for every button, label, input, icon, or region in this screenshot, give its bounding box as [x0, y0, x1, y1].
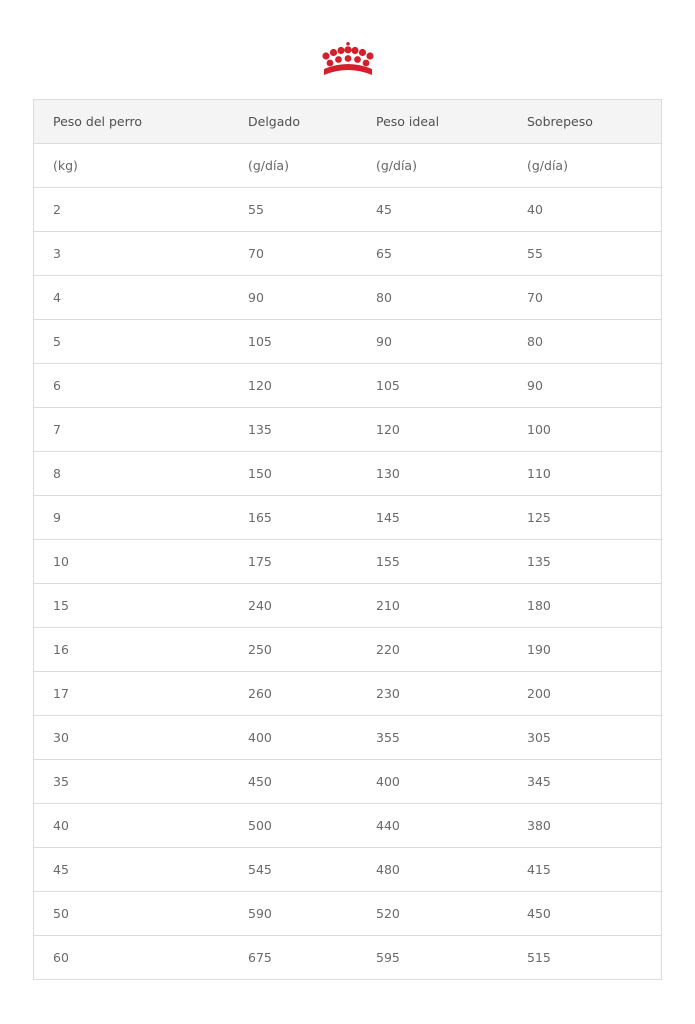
cell-overweight: 80 — [508, 320, 661, 364]
cell-dog-weight: 10 — [34, 540, 229, 584]
cell-dog-weight: 40 — [34, 804, 229, 848]
cell-ideal-weight: 120 — [357, 408, 508, 452]
cell-dog-weight: 5 — [34, 320, 229, 364]
cell-dog-weight: 4 — [34, 276, 229, 320]
cell-dog-weight: 50 — [34, 892, 229, 936]
units-row — [34, 144, 661, 188]
feeding-table — [34, 100, 661, 979]
cell-dog-weight: 15 — [34, 584, 229, 628]
cell-dog-weight: 30 — [34, 716, 229, 760]
header-dog-weight: Peso del perro — [34, 100, 229, 144]
cell-dog-weight: 60 — [53, 950, 69, 965]
cell-overweight: 135 — [508, 540, 661, 584]
table-row — [34, 496, 661, 540]
unit-overweight: (g/día) — [508, 144, 661, 188]
table-row — [34, 804, 661, 848]
feeding-table-container — [33, 99, 662, 980]
cell-overweight: 55 — [508, 232, 661, 276]
table-row — [34, 276, 661, 320]
cell-thin: 675 — [248, 950, 272, 965]
cell-dog-weight: 7 — [34, 408, 229, 452]
table-row — [34, 892, 661, 936]
cell-overweight: 380 — [508, 804, 661, 848]
cell-overweight: 70 — [508, 276, 661, 320]
cell-thin: 55 — [229, 188, 357, 232]
cell-overweight: 40 — [508, 188, 661, 232]
cell-overweight: 345 — [508, 760, 661, 804]
cell-dog-weight: 2 — [34, 188, 229, 232]
crown-logo-icon — [318, 42, 378, 80]
cell-thin: 175 — [229, 540, 357, 584]
cell-ideal-weight: 595 — [376, 950, 400, 965]
table-row — [34, 628, 661, 672]
cell-thin: 70 — [229, 232, 357, 276]
cell-ideal-weight: 400 — [357, 760, 508, 804]
header-overweight: Sobrepeso — [508, 100, 661, 144]
cell-dog-weight: 3 — [34, 232, 229, 276]
cell-ideal-weight: 80 — [357, 276, 508, 320]
cell-thin: 120 — [229, 364, 357, 408]
cell-ideal-weight: 145 — [357, 496, 508, 540]
table-row — [34, 672, 661, 716]
cell-thin: 165 — [229, 496, 357, 540]
cell-ideal-weight: 520 — [357, 892, 508, 936]
cell-dog-weight: 9 — [34, 496, 229, 540]
table-row — [34, 408, 661, 452]
cell-ideal-weight: 220 — [357, 628, 508, 672]
cell-ideal-weight: 130 — [357, 452, 508, 496]
table-row — [34, 716, 661, 760]
unit-ideal-weight: (g/día) — [357, 144, 508, 188]
cell-ideal-weight: 90 — [357, 320, 508, 364]
cell-overweight: 415 — [508, 848, 661, 892]
header-thin: Delgado — [229, 100, 357, 144]
cell-dog-weight: 6 — [34, 364, 229, 408]
table-row — [34, 188, 661, 232]
cell-thin: 90 — [229, 276, 357, 320]
table-row — [34, 584, 661, 628]
table-header-row — [34, 100, 661, 144]
cell-thin: 400 — [229, 716, 357, 760]
cell-ideal-weight: 65 — [357, 232, 508, 276]
table-row — [34, 320, 661, 364]
cell-ideal-weight: 480 — [357, 848, 508, 892]
cell-ideal-weight: 230 — [357, 672, 508, 716]
unit-dog-weight: (kg) — [34, 144, 229, 188]
cell-dog-weight: 45 — [34, 848, 229, 892]
cell-dog-weight: 17 — [34, 672, 229, 716]
cell-ideal-weight: 355 — [357, 716, 508, 760]
cell-thin: 240 — [229, 584, 357, 628]
cell-overweight: 90 — [508, 364, 661, 408]
cell-ideal-weight: 440 — [357, 804, 508, 848]
cell-thin: 545 — [229, 848, 357, 892]
table-row — [34, 936, 661, 980]
cell-thin: 260 — [229, 672, 357, 716]
cell-ideal-weight: 155 — [357, 540, 508, 584]
cell-thin: 105 — [229, 320, 357, 364]
cell-thin: 450 — [229, 760, 357, 804]
header-ideal-weight: Peso ideal — [357, 100, 508, 144]
cell-overweight: 180 — [508, 584, 661, 628]
table-row — [34, 848, 661, 892]
table-row — [34, 540, 661, 584]
cell-ideal-weight: 105 — [357, 364, 508, 408]
cell-overweight: 110 — [508, 452, 661, 496]
unit-thin: (g/día) — [229, 144, 357, 188]
cell-overweight: 100 — [508, 408, 661, 452]
table-row — [34, 760, 661, 804]
cell-dog-weight: 8 — [34, 452, 229, 496]
cell-overweight: 190 — [508, 628, 661, 672]
cell-thin: 500 — [229, 804, 357, 848]
cell-ideal-weight: 45 — [357, 188, 508, 232]
cell-thin: 250 — [229, 628, 357, 672]
cell-overweight: 125 — [508, 496, 661, 540]
cell-ideal-weight: 210 — [357, 584, 508, 628]
cell-overweight: 450 — [508, 892, 661, 936]
cell-dog-weight: 16 — [34, 628, 229, 672]
table-row — [34, 452, 661, 496]
cell-overweight: 200 — [508, 672, 661, 716]
cell-overweight: 515 — [527, 950, 551, 965]
cell-thin: 150 — [229, 452, 357, 496]
cell-overweight: 305 — [508, 716, 661, 760]
cell-thin: 135 — [229, 408, 357, 452]
cell-thin: 590 — [229, 892, 357, 936]
table-row — [34, 232, 661, 276]
table-row — [34, 364, 661, 408]
cell-dog-weight: 35 — [34, 760, 229, 804]
